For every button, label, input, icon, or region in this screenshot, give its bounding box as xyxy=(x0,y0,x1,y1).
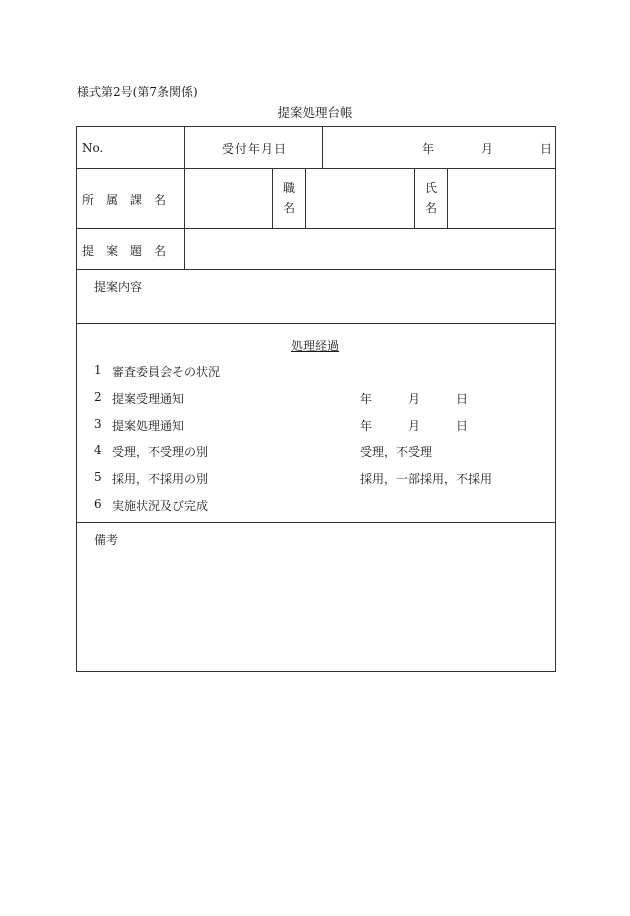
no-label: No. xyxy=(82,141,104,155)
process-heading: 処理経過 xyxy=(290,339,339,353)
process-item-number: 4 xyxy=(94,443,102,457)
remarks-label: 備考 xyxy=(94,533,119,547)
document-title: 提案処理台帳 xyxy=(277,105,353,120)
column-divider xyxy=(447,168,448,228)
proposal-content-label: 提案内容 xyxy=(94,280,143,294)
process-item-text: 受理，不受理の別 xyxy=(112,445,209,459)
process-item-text: 提案処理通知 xyxy=(112,419,185,433)
process-item-text: 審査委員会その状況 xyxy=(112,365,221,379)
process-item-value: 採用，一部採用，不採用 xyxy=(360,472,493,486)
day-label: 日 xyxy=(540,142,553,156)
process-item-value: 年 月 日 xyxy=(360,419,469,433)
position-label-top: 職 xyxy=(282,181,295,195)
row-divider xyxy=(76,168,556,169)
received-date-label: 受付年月日 xyxy=(222,142,288,156)
position-label-bottom: 名 xyxy=(282,201,295,215)
name-label-top: 氏 xyxy=(424,181,437,195)
process-item-number: 6 xyxy=(94,497,102,511)
process-item-text: 採用，不採用の別 xyxy=(112,472,209,486)
column-divider xyxy=(322,126,323,168)
name-label-bottom: 名 xyxy=(424,201,437,215)
column-divider xyxy=(184,126,185,269)
department-label: 所属課名 xyxy=(82,193,179,207)
column-divider xyxy=(305,168,306,228)
row-divider xyxy=(76,323,556,324)
proposal-subject-label: 提案題名 xyxy=(82,244,179,258)
year-label: 年 xyxy=(422,142,435,156)
process-item-value: 年 月 日 xyxy=(360,392,469,406)
row-divider xyxy=(76,522,556,523)
process-item-number: 3 xyxy=(94,417,102,431)
process-item-text: 提案受理通知 xyxy=(112,392,185,406)
process-item-number: 2 xyxy=(94,390,102,404)
row-divider xyxy=(76,269,556,270)
form-number-label: 様式第2号(第7条関係) xyxy=(77,85,198,99)
column-divider xyxy=(272,168,273,228)
process-item-value: 受理，不受理 xyxy=(360,445,433,459)
row-divider xyxy=(76,228,556,229)
process-item-number: 1 xyxy=(94,363,102,377)
process-item-text: 実施状況及び完成 xyxy=(112,499,209,513)
month-label: 月 xyxy=(481,142,494,156)
column-divider xyxy=(414,168,415,228)
process-item-number: 5 xyxy=(94,470,102,484)
